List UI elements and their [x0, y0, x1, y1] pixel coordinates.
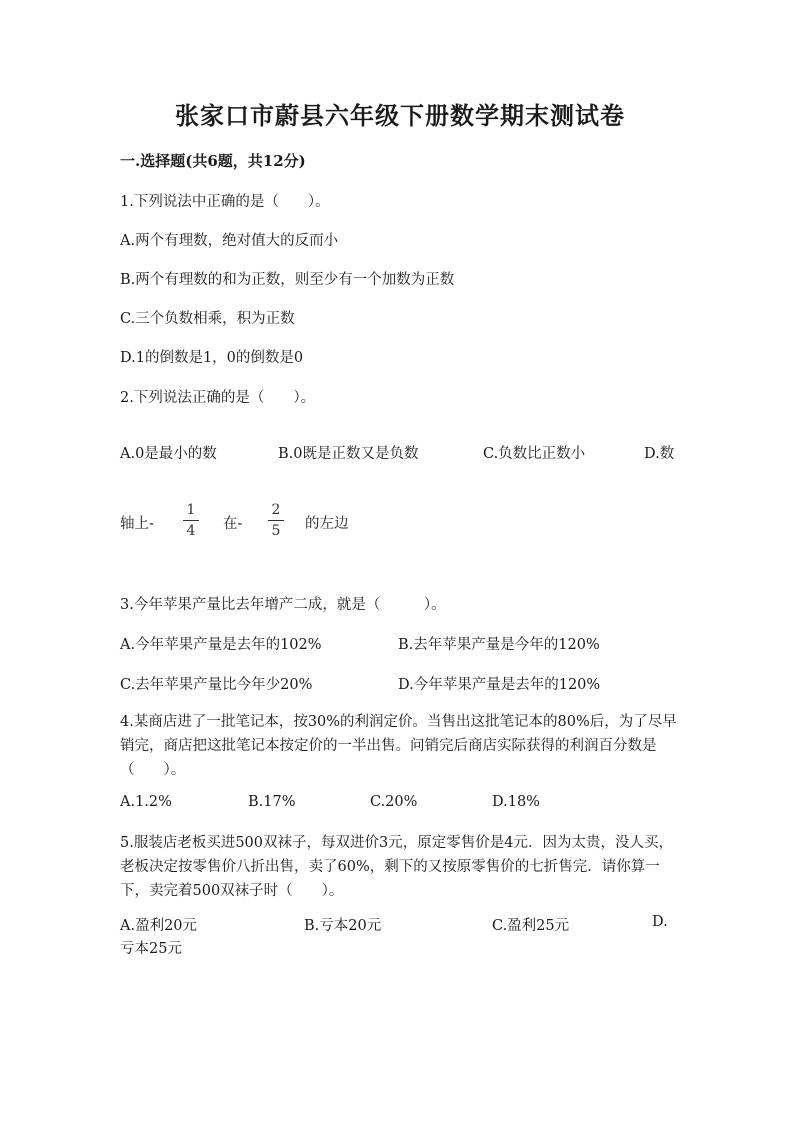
fraction-numerator: 1 [186, 502, 196, 518]
fraction-bar [268, 520, 284, 521]
question-1-option-b: B.两个有理数的和为正数，则至少有一个加数为正数 [120, 272, 455, 288]
section-heading: 一.选择题(共6题，共12分) [120, 152, 306, 170]
question-2-stem: 2.下列说法正确的是（ ）。 [120, 390, 316, 406]
question-2-option-d-mid: 在- [223, 516, 243, 532]
question-4-option-b: B.17% [248, 794, 296, 810]
fraction-denominator: 5 [271, 523, 281, 539]
question-4-option-d: D.18% [492, 794, 540, 810]
question-5-option-b: B.亏本20元 [304, 918, 382, 934]
question-1-option-c: C.三个负数相乘，积为正数 [120, 311, 295, 327]
question-2-option-b: B.0既是正数又是负数 [278, 446, 419, 462]
question-5-option-a: A.盈利20元 [120, 918, 198, 934]
question-1-stem: 1.下列说法中正确的是（ ）。 [120, 194, 330, 210]
question-1-option-a: A.两个有理数，绝对值大的反而小 [120, 233, 339, 249]
fraction-two-fifths [266, 502, 286, 539]
question-3-option-a: A.今年苹果产量是去年的102% [120, 637, 322, 653]
question-5-stem: 5.服装店老板买进500双袜子，每双进价3元，原定零售价是4元．因为太贵，没人买，老板决定按零售价八折出售，卖了60%，剩下的又按原零售价的七折售完．请你算一下，卖完着500双袜子时（ ）。 [120, 835, 673, 899]
fraction-one-quarter [181, 502, 201, 539]
question-3-stem: 3.今年苹果产量比去年增产二成，就是（ ）。 [120, 597, 446, 613]
question-2-option-c: C.负数比正数小 [483, 446, 586, 462]
question-2-option-d-cont: 轴上- [120, 516, 154, 532]
question-4-stem: 4.某商店进了一批笔记本，按30%的利润定价。当售出这批笔记本的80%后，为了尽早销完，商店把这批笔记本按定价的一半出售。问销完后商店实际获得的利润百分数是（ ）。 [120, 714, 677, 778]
question-4-option-c: C.20% [370, 794, 418, 810]
question-3-option-c: C.去年苹果产量比今年少20% [120, 677, 313, 693]
question-3-option-b: B.去年苹果产量是今年的120% [398, 637, 600, 653]
fraction-bar [183, 520, 199, 521]
question-1-option-d: D.1的倒数是1，0的倒数是0 [120, 350, 304, 366]
question-5-option-d-cont: 亏本25元 [120, 941, 182, 957]
fraction-denominator: 4 [186, 523, 196, 539]
fraction-numerator: 2 [271, 502, 281, 518]
question-3-option-d: D.今年苹果产量是去年的120% [398, 677, 601, 693]
question-5-option-c: C.盈利25元 [492, 918, 570, 934]
question-2-option-d-end: 的左边 [305, 516, 349, 532]
question-2-option-a: A.0是最小的数 [120, 446, 217, 462]
question-2-option-d-start: D.数 [644, 446, 675, 462]
page-title: 张家口市蔚县六年级下册数学期末测试卷 [175, 101, 625, 130]
question-4-option-a: A.1.2% [120, 794, 172, 810]
question-5-option-d-start: D. [652, 914, 668, 930]
